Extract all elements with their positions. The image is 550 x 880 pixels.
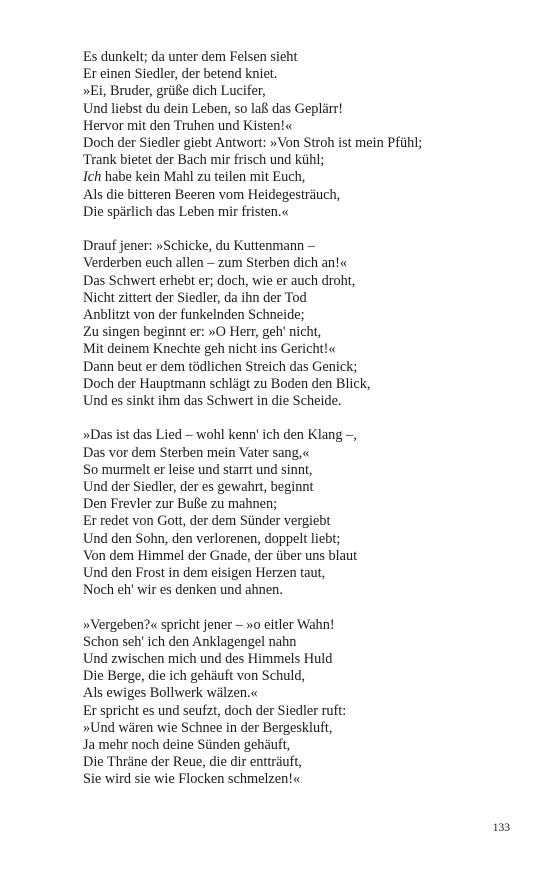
verse-line: Und den Frost in dem eisigen Herzen taut, bbox=[83, 565, 326, 582]
verse-line: Den Frevler zur Buße zu mahnen; bbox=[83, 496, 278, 513]
verse-line: Es dunkelt; da unter dem Felsen sieht bbox=[83, 49, 298, 65]
verse-line: Drauf jener: »Schicke, du Kuttenmann – bbox=[83, 238, 315, 255]
verse-line: Zu singen beginnt er: »O Herr, geh' nicht, bbox=[83, 324, 322, 341]
verse-line: Und der Siedler, der es gewahrt, beginnt bbox=[83, 479, 314, 496]
verse-line: Noch eh' wir es denken und ahnen. bbox=[83, 582, 283, 599]
verse-line: Und den Sohn, den verlorenen, doppelt liebt; bbox=[83, 530, 341, 547]
verse-line: Die Thräne der Reue, die dir entträuft, bbox=[83, 754, 302, 771]
page-number: 133 bbox=[492, 822, 510, 834]
verse-line: Hervor mit den Truhen und Kisten!« bbox=[83, 117, 293, 134]
verse-line: Trank bietet der Bach mir frisch und kühl; bbox=[83, 152, 325, 169]
stanza bbox=[83, 617, 513, 789]
verse-line: Verderben euch allen – zum Sterben dich an!« bbox=[83, 255, 347, 272]
verse-line: Sie wird sie wie Flocken schmelzen!« bbox=[83, 771, 301, 788]
verse-line: »Vergeben?« spricht jener – »o eitler Wahn! bbox=[83, 616, 335, 633]
verse-line: Als die bitteren Beeren vom Heidegesträuch, bbox=[83, 186, 341, 203]
verse-line: »Das ist das Lied – wohl kenn' ich den Klang –, bbox=[83, 427, 357, 444]
stanza bbox=[83, 238, 513, 410]
verse-line: Schon seh' ich den Anklagengel nahn bbox=[83, 633, 297, 650]
verse-line: Die Berge, die ich gehäuft von Schuld, bbox=[83, 668, 306, 685]
verse-line: »Und wären wie Schnee in der Bergeskluft, bbox=[83, 719, 333, 736]
verse-line: Und liebst du dein Leben, so laß das Geplärr! bbox=[83, 100, 344, 117]
verse-line: Von dem Himmel der Gnade, der über uns blaut bbox=[83, 547, 358, 564]
emphasized-word: Ich bbox=[83, 169, 102, 186]
verse-line: Ja mehr noch deine Sünden gehäuft, bbox=[83, 737, 291, 754]
verse-line: Er redet von Gott, der dem Sünder vergiebt bbox=[83, 513, 331, 530]
verse-line: Er spricht es und seufzt, doch der Siedler ruft: bbox=[83, 702, 347, 719]
verse-line: Nicht zittert der Siedler, da ihn der Tod bbox=[83, 289, 307, 306]
verse-line: Und es sinkt ihm das Schwert in die Scheide. bbox=[83, 393, 342, 410]
verse-line: Das Schwert erhebt er; doch, wie er auch droht, bbox=[83, 272, 356, 289]
verse-line: Dann beut er dem tödlichen Streich das Genick; bbox=[83, 358, 358, 375]
stanza bbox=[83, 49, 513, 221]
verse-line: Doch der Siedler giebt Antwort: »Von Stroh ist mein Pfühl; bbox=[83, 135, 423, 152]
verse-line: Mit deinem Knechte geh nicht ins Gericht!« bbox=[83, 341, 336, 358]
verse-line: Als ewiges Bollwerk wälzen.« bbox=[83, 685, 258, 702]
verse-line: Er einen Siedler, der betend kniet. bbox=[83, 66, 278, 83]
verse-line: »Ei, Bruder, grüße dich Lucifer, bbox=[83, 83, 266, 100]
verse-line: Ich habe kein Mahl zu teilen mit Euch, bbox=[83, 169, 306, 186]
verse-line: Die spärlich das Leben mir fristen.« bbox=[83, 203, 289, 220]
stanza bbox=[83, 427, 513, 599]
verse-line: Und zwischen mich und des Himmels Huld bbox=[83, 651, 333, 668]
verse-line: Anblitzt von der funkelnden Schneide; bbox=[83, 307, 305, 324]
verse-line: Doch der Hauptmann schlägt zu Boden den Blick, bbox=[83, 375, 371, 392]
verse-line: Das vor dem Sterben mein Vater sang,« bbox=[83, 444, 310, 461]
poem-text bbox=[83, 49, 513, 806]
verse-line: So murmelt er leise und starrt und sinnt, bbox=[83, 461, 313, 478]
